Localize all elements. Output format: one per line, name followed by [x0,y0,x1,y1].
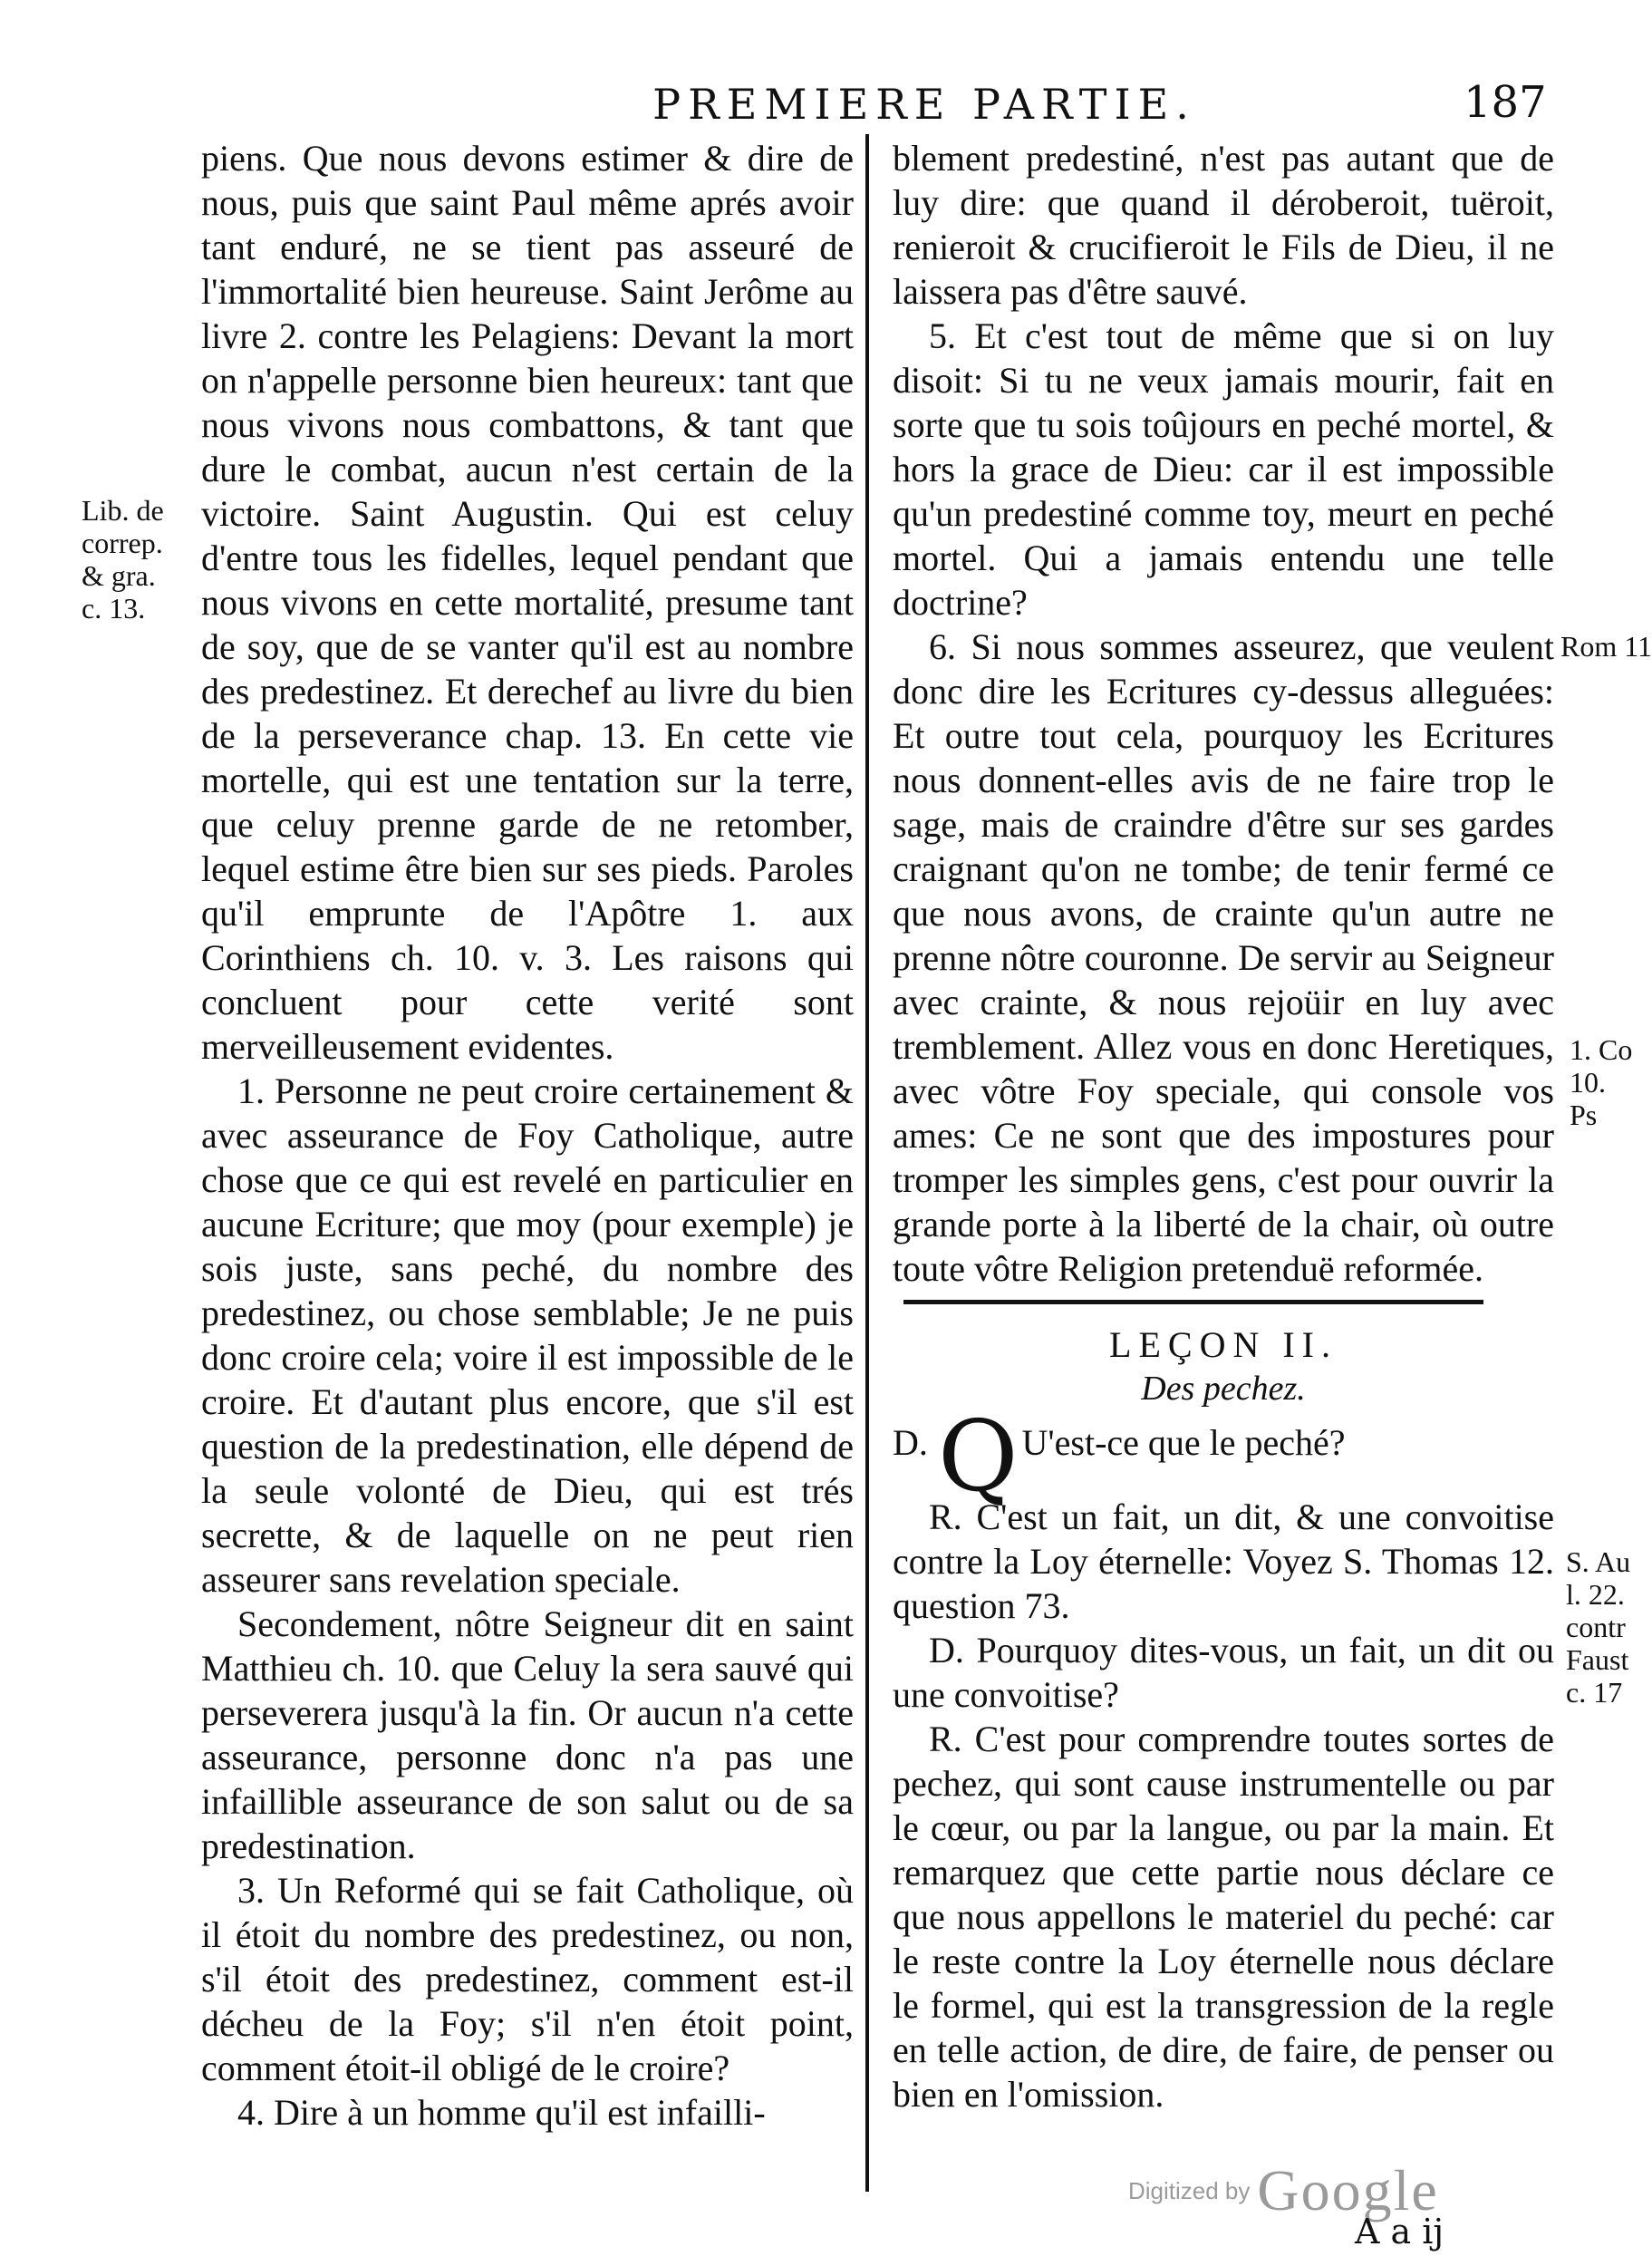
left-paragraph-1: piens. Que nous devons estimer & dire de nous, puis que saint Paul même aprés avoir tant enduré, ne se tient pas asseuré de l'immortalité bien heureuse. Saint Jerôme au livre 2. contre les Pelagiens: Devant la mort on n'appelle personne bien heureux: tant que nous vivons nous combattons, & tant que dure le combat, aucun n'est certain de la victoire. Saint Augustin. Qui est celuy d'entre tous les fidelles, lequel pendant que nous vivons en cette mortalité, presume tant de soy, que de se vanter qu'il est au nombre des predestinez. Et derechef au livre du bien de la perseverance chap. 13. En cette vie mortelle, qui est une tentation sur la terre, que celuy prenne garde de ne retomber, lequel estime être bien sur ses pieds. Paroles qu'il emprunte de l'Apôtre 1. aux Corinthiens ch. 10. v. 3. Les raisons qui concluent pour cette verité sont merveilleusement evidentes. [201,138,854,1067]
section-rule [903,1300,1483,1304]
right-paragraph-2: 5. Et c'est tout de même que si on luy disoit: Si tu ne veux jamais mourir, fait en sorte que tu sois toûjours en peché mortel, & hors la grace de Dieu: car il est impossible qu'un predestiné comme toy, meurt en peché mortel. Qui a jamais entendu une telle doctrine? [893,315,1554,623]
google-logo: Google [1257,2158,1439,2222]
margin-note-right-middle: 1. Co 10. Ps [1570,1033,1633,1131]
question-2: D. Pourquoy dites-vous, un fait, un dit ou une convoitise? [893,1630,1554,1715]
margin-note-right-bottom: S. Au l. 22. contr Faust c. 17 [1566,1545,1631,1709]
margin-note-right-top: Rom 11 [1560,630,1652,663]
running-title: PREMIERE PARTIE. [652,80,1196,129]
left-paragraph-2: 1. Personne ne peut croire certainement & avec asseurance de Foy Catholique, autre chose que ce qui est revelé en particulier en aucune Ecriture; que moy (pour exemple) je sois juste, sans peché, du nombre des predestinez, ou chose semblable; Je ne puis donc croire cela; voire il est impossible de le croire. Et d'autant plus encore, que s'il est question de la predestination, elle dépend de la seule volonté de Dieu, qui est trés secrette, & de laquelle on ne peut rien asseurer sans revelation speciale. [201,1070,854,1600]
left-paragraph-3: Secondement, nôtre Seigneur dit en saint Matthieu ch. 10. que Celuy la sera sauvé qui perseverera jusqu'à la fin. Or aucun n'a cette asseurance, personne donc n'a pas une infaillible asseurance de son salut ou de sa predestination. [201,1603,854,1866]
right-paragraph-1: blement predestiné, n'est pas autant que de luy dire: que quand il déroberoit, tuëroit, renieroit & crucifieroit le Fils de Dieu, il ne laissera pas d'être sauvé. [893,138,1554,312]
lesson-title: LEÇON II. [1109,1324,1338,1365]
question-1 [893,1400,1554,1514]
right-paragraph-3: 6. Si nous sommes asseurez, que veulent donc dire les Ecritures cy-dessus alleguées: Et outre tout cela, pourquoy les Ecritures nous donnent-elles avis de ne faire trop le sage, mais de craindre d'être sur ses gardes craignant qu'on ne tombe; de tenir fermé ce que nous avons, de crainte qu'un autre ne prenne nôtre couronne. De servir au Seigneur avec crainte, & nous rejoüir en luy avec tremblement. Allez vous en donc Heretiques, avec vôtre Foy speciale, qui console vos ames: Ce ne sont que des impostures pour tromper les simples gens, c'est pour ouvrir la grande porte à la liberté de la chair, où outre toute vôtre Religion pretenduë reformée. [893,626,1554,1289]
answer-1: R. C'est un fait, un dit, & une convoitise contre la Loy éternelle: Voyez S. Thomas 12. question 73. [893,1496,1554,1626]
page-number: 187 [1464,77,1547,128]
question-1-text: U'est-ce que le peché? [1021,1422,1346,1463]
left-paragraph-4: 3. Un Reformé qui se fait Catholique, où il étoit du nombre des predestinez, ou non, s'il étoit des predestinez, comment est-il décheu de la Foy; s'il n'en étoit point, comment étoit-il obligé de le croire? [201,1870,854,2088]
margin-note-left: Lib. de correp. & gra. c. 13. [82,494,164,625]
drop-cap-q: Q [938,1400,1019,1514]
answer-2: R. C'est pour comprendre toutes sortes de pechez, qui sont cause instrumentelle ou par le cœur, ou par la langue, ou par la main. Et remarquez que cette partie nous déclare ce que nous appellons le materiel du peché: car le reste contre la Loy éternelle nous déclare le formel, qui est la transgression de la regle en telle action, de dire, de faire, de penser ou bien en l'omission. [893,1719,1554,2115]
column-divider [865,134,869,2192]
digitized-prefix: Digitized by [1128,2176,1251,2204]
lesson-subtitle: Des pechez. [1141,1370,1306,1408]
question-marker: D. [893,1422,928,1463]
signature-mark: A a ij [1355,2212,1444,2251]
right-column [893,136,1554,2116]
left-paragraph-5: 4. Dire à un homme qu'il est infailli- [237,2092,766,2133]
left-column [201,136,854,2135]
